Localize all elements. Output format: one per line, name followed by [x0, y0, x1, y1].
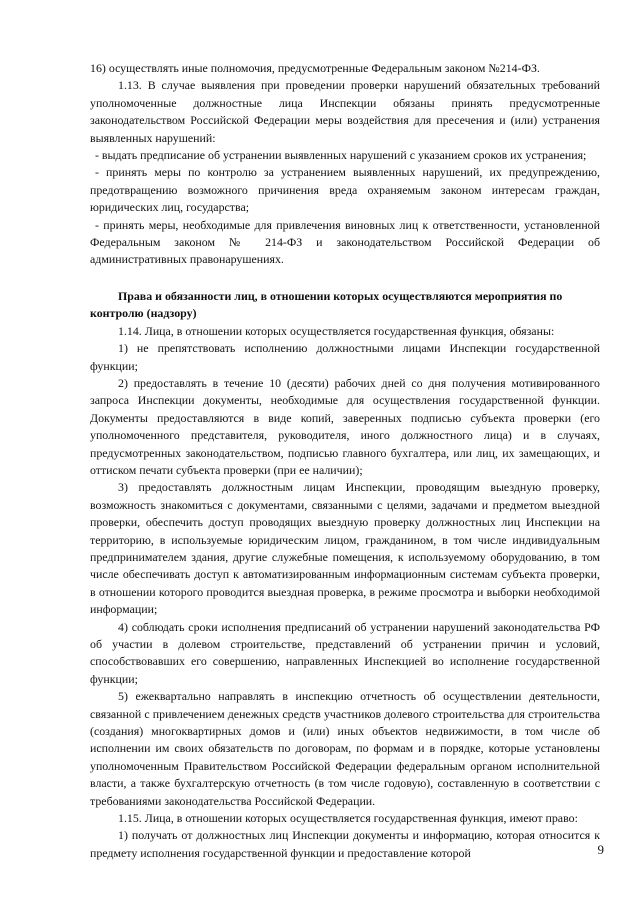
page-body	[90, 60, 600, 862]
section-heading: Права и обязанности лиц, в отношении которых осуществляются мероприятия по контролю (надзору)	[90, 288, 563, 321]
list-item-dash-1: - выдать предписание об устранении выявленных нарушений с указанием сроков их устранения;	[95, 148, 587, 163]
list-item-2: 2) предоставлять в течение 10 (десяти) рабочих дней со дня получения мотивированного запроса Инспекции документы, необходимые для осуществления государственной функции. Документы предоставляются в виде копий, заверенных подписью субъекта проверки (его уполномоченного представителя, руководителя, иного должностного лица) и в случаях, предусмотренных законодательством, подписью главного бухгалтера, или лиц, их замещающих, и оттиском печати субъекта проверки (при ее наличии);	[90, 375, 600, 477]
list-item-1-rights: 1) получать от должностных лиц Инспекции документы и информацию, которая относится к предмету исполнения государственной функции и предоставление которой	[90, 828, 600, 860]
list-item-dash-2: - принять меры по контролю за устранением выявленных нарушений, их предупреждению, предотвращению возможного причинения вреда охраняемым законом интересам граждан, юридических лиц, государства;	[90, 165, 600, 215]
list-item-4: 4) соблюдать сроки исполнения предписаний об устранении нарушений законодательства РФ об участии в долевом строительстве, представлений об устранении причин и условий, способствовавших его совершению, направленных Инспекцией во исполнение государственной функции;	[90, 619, 600, 686]
list-item-dash-3: - принять меры, необходимые для привлечения виновных лиц к ответственности, установленной Федеральным законом № 214-ФЗ и законодательством Российской Федерации об административных правонарушениях.	[90, 217, 600, 267]
list-item-3: 3) предоставлять должностным лицам Инспекции, проводящим выездную проверку, возможность знакомиться с документами, связанными с целями, задачами и предметом выездной проверки, обеспечить доступ проводящих выездную проверку должностных лиц Инспекции на территорию, в используемые юридическим лицом, гражданином, в том числе индивидуальным предпринимателем здания, другие служебные помещения, к используемому оборудованию, в том числе обеспечивать доступ к автоматизированным информационным системам субъекта проверки, в отношении которого проводится выездная проверка, в режиме просмотра и выборки необходимой информации;	[90, 480, 600, 617]
paragraph-1-13: 1.13. В случае выявления при проведении проверки нарушений обязательных требований уполномоченные должностные лица Инспекции обязаны принять предусмотренные законодательством Российской Федерации меры воздействия для пресечения и (или) устранения выявленных нарушений:	[90, 78, 600, 145]
list-item-5: 5) ежеквартально направлять в инспекцию отчетность об осуществлении деятельности, связанной с привлечением денежных средств участников долевого строительства для строительства (создания) многоквартирных домов и (или) иных объектов недвижимости, в том числе об исполнении им своих обязательств по договорам, по формам и в порядке, которые установлены уполномоченным Правительством Российской Федерации федеральным органом исполнительной власти, а также бухгалтерскую отчетность (в том числе годовую), составленную в соответствии с требованиями законодательства Российской Федерации.	[90, 689, 600, 808]
paragraph-1-15: 1.15. Лица, в отношении которых осуществляется государственная функция, имеют право:	[118, 811, 578, 826]
list-item-1: 1) не препятствовать исполнению должностными лицами Инспекции государственной функции;	[90, 341, 600, 373]
paragraph-1-14: 1.14. Лица, в отношении которых осуществляется государственная функция, обязаны:	[118, 323, 555, 338]
paragraph-item-16: 16) осуществлять иные полномочия, предусмотренные Федеральным законом №214-ФЗ.	[90, 61, 540, 75]
page-number: 9	[597, 842, 604, 857]
